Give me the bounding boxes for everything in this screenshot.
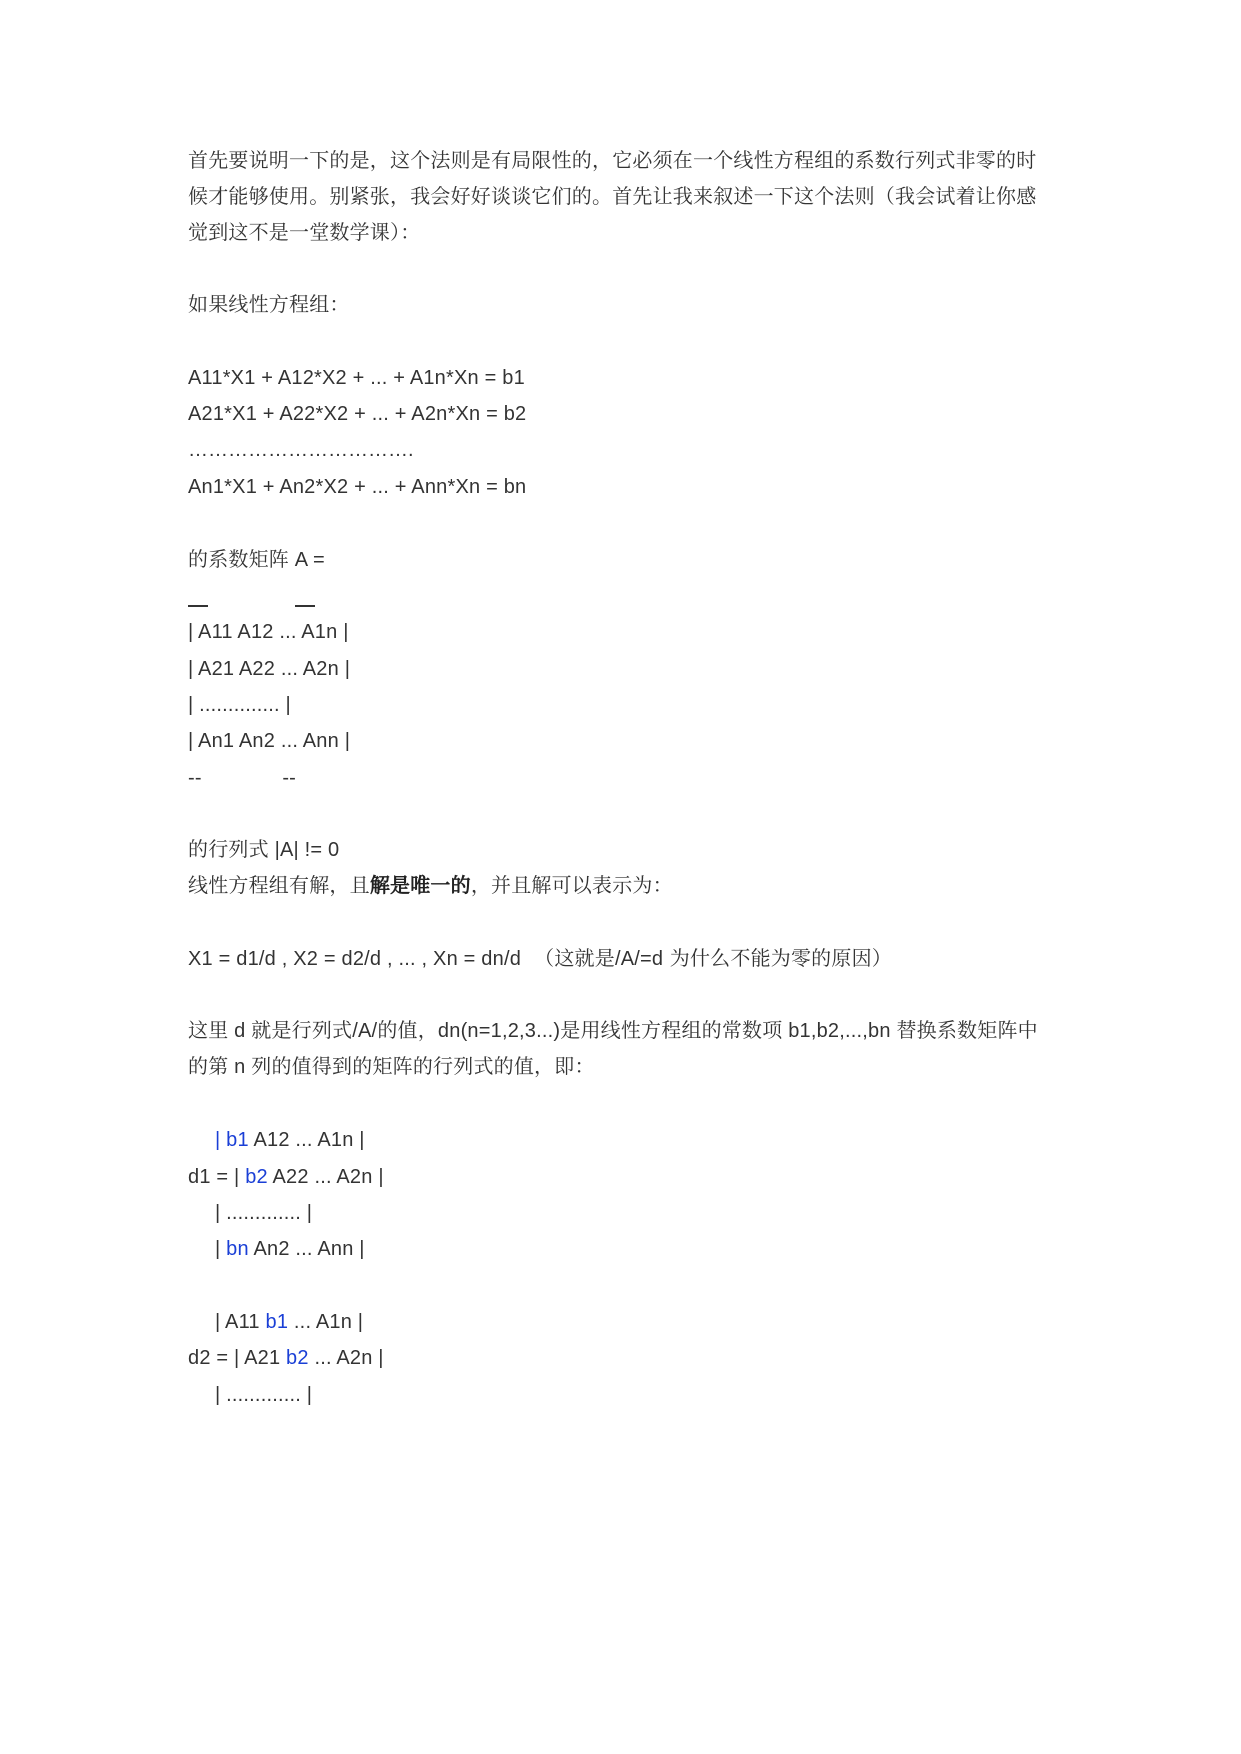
- explain-text: 就是行列式: [251, 1018, 353, 1042]
- d1-highlight: b2: [245, 1166, 268, 1188]
- d1-label: d1 =: [188, 1166, 235, 1188]
- d1-row: [215, 1126, 365, 1154]
- explain-text: 替换系数矩阵中: [896, 1018, 1038, 1042]
- explain-var: dn(n=1,2,3...): [437, 1020, 561, 1042]
- equation-ellipsis: …………………………….: [188, 439, 414, 461]
- equation-row: A11*X1 + A12*X2 + ... + A1n*Xn = b1: [188, 367, 525, 389]
- d1-rest: A22 ... A2n |: [267, 1166, 384, 1188]
- matrix-top-left-bar: [188, 605, 208, 607]
- coef-matrix-label: [188, 545, 325, 574]
- explain-var: d: [228, 1020, 252, 1042]
- d2-highlight: b1: [265, 1311, 289, 1333]
- d1-bar: |: [215, 1238, 227, 1260]
- explain-line-2: [188, 1052, 595, 1081]
- formula-expression: X1 = d1/d , X2 = d2/d , ... , Xn = dn/d: [188, 948, 522, 970]
- explain-line-1: [188, 1016, 1038, 1045]
- d1-rest: An2 ... Ann |: [248, 1238, 365, 1260]
- explain-var: b1,b2,...,bn: [782, 1020, 897, 1042]
- d1-highlight: bn: [226, 1238, 249, 1260]
- equation-row: A21*X1 + A22*X2 + ... + A2n*Xn = b2: [188, 403, 527, 425]
- d2-rest: ... A2n |: [308, 1347, 384, 1369]
- d1-bar: |: [234, 1166, 246, 1188]
- d2-row: [188, 1344, 384, 1372]
- equation-row: An1*X1 + An2*X2 + ... + Ann*Xn = bn: [188, 476, 527, 498]
- matrix-row: | A21 A22 ... A2n |: [188, 658, 351, 680]
- system-intro: 如果线性方程组：: [188, 292, 350, 316]
- explain-text: 是用线性方程组的常数项: [560, 1018, 783, 1042]
- matrix-row: | An1 An2 ... Ann |: [188, 730, 351, 752]
- solution-prefix: 线性方程组有解，且: [188, 873, 370, 897]
- explain-text: 的第: [188, 1054, 229, 1078]
- formula-note-mid: /A/=d: [614, 948, 664, 970]
- explain-text: 的值，: [377, 1018, 438, 1042]
- coef-matrix-label-cn: 的系数矩阵: [188, 547, 289, 571]
- determinant-expr: |A| != 0: [268, 839, 340, 861]
- formula-note-close: 为什么不能为零的原因）: [663, 946, 892, 970]
- d1-highlight: b1: [226, 1129, 249, 1151]
- explain-var: n: [228, 1056, 252, 1078]
- matrix-row: | A11 A12 ... A1n |: [188, 621, 349, 643]
- d1-rest: A12 ... A1n |: [248, 1129, 365, 1151]
- d2-pre: d2 = | A21: [188, 1347, 287, 1369]
- d2-highlight: b2: [286, 1347, 309, 1369]
- coef-matrix-label-eq: A =: [289, 549, 325, 571]
- determinant-label: 的行列式: [188, 837, 269, 861]
- d1-bar: |: [215, 1129, 227, 1151]
- d2-row: | ............. |: [215, 1384, 313, 1406]
- d1-row: [188, 1163, 384, 1191]
- formula-note-open: （这就是: [521, 946, 615, 970]
- intro-line-2: 候才能够使用。别紧张，我会好好谈谈它们的。首先让我来叙述一下这个法则（我会试着让你感: [188, 184, 1037, 208]
- intro-line-1: 首先要说明一下的是，这个法则是有局限性的，它必须在一个线性方程组的系数行列式非零的时: [188, 148, 1037, 172]
- solution-line: [188, 871, 673, 899]
- matrix-top-right-bar: [295, 605, 315, 607]
- intro-line-3: 觉到这不是一堂数学课）：: [188, 220, 421, 244]
- solution-formula: [188, 944, 892, 973]
- determinant-line: [188, 835, 339, 864]
- d1-row: [215, 1235, 365, 1263]
- explain-var: /A/: [352, 1020, 378, 1042]
- explain-text: 列的值得到的矩阵的行列式的值，即：: [251, 1054, 595, 1078]
- solution-suffix: ，并且解可以表示为：: [470, 873, 673, 897]
- solution-unique-bold: 解是唯一的: [369, 873, 471, 897]
- d2-pre: | A11: [215, 1311, 266, 1333]
- d1-row: | ............. |: [215, 1202, 313, 1224]
- matrix-bottom-brackets: -- --: [188, 767, 297, 789]
- explain-text: 这里: [188, 1018, 229, 1042]
- d2-row: [215, 1308, 363, 1336]
- matrix-row: | .............. |: [188, 694, 291, 716]
- d2-rest: ... A1n |: [288, 1311, 364, 1333]
